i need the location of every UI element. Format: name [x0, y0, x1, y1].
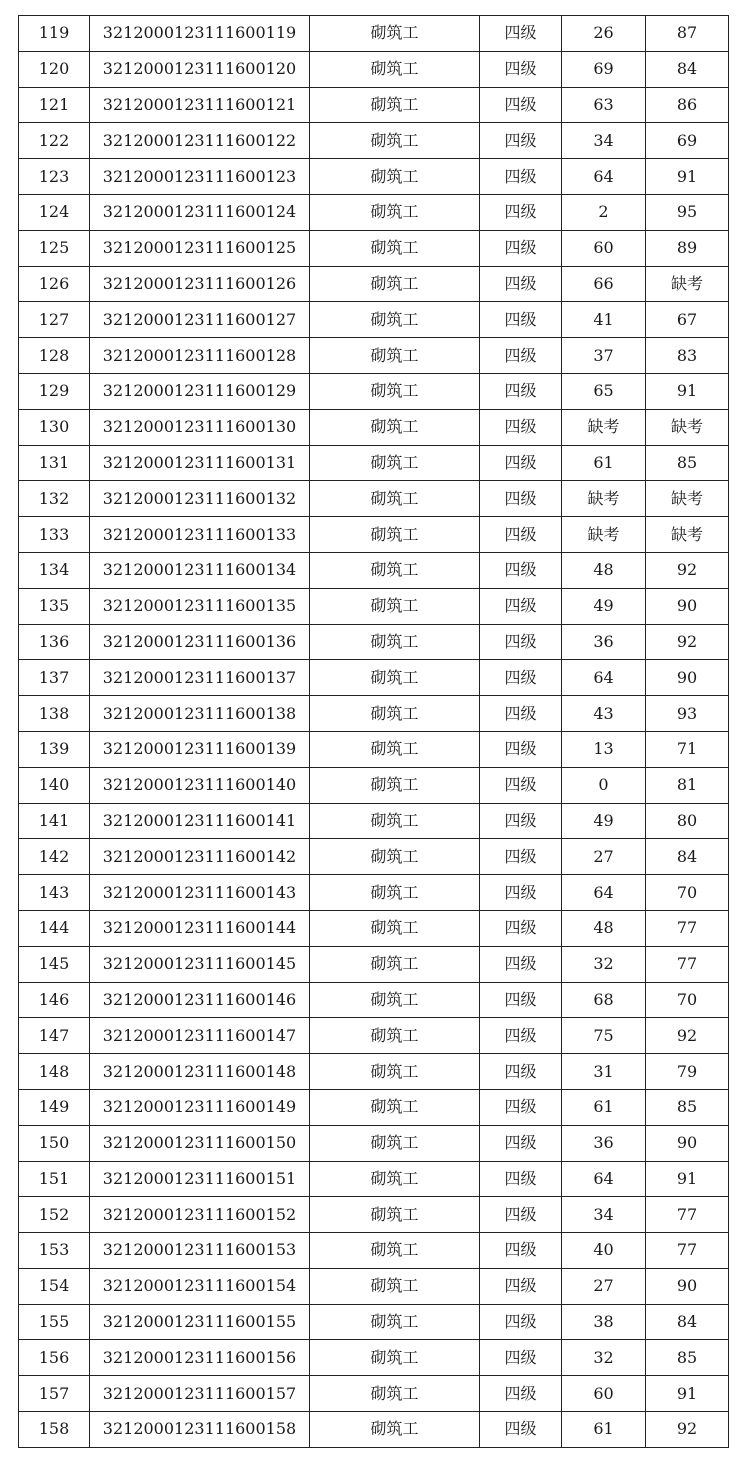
level-cell: 四级 — [480, 409, 562, 445]
candidate-id-cell: 3212000123111600143 — [90, 875, 310, 911]
level-cell: 四级 — [480, 731, 562, 767]
row-number-cell: 156 — [19, 1340, 90, 1376]
level-cell: 四级 — [480, 230, 562, 266]
theory-score-cell: 75 — [562, 1018, 646, 1054]
row-number-cell: 126 — [19, 266, 90, 302]
row-number-cell: 149 — [19, 1089, 90, 1125]
theory-score-cell: 64 — [562, 1161, 646, 1197]
candidate-id-cell: 3212000123111600140 — [90, 767, 310, 803]
candidate-id-cell: 3212000123111600153 — [90, 1233, 310, 1269]
trade-cell: 砌筑工 — [310, 87, 480, 123]
table-row — [19, 1054, 729, 1090]
level-cell: 四级 — [480, 123, 562, 159]
row-number-cell: 124 — [19, 194, 90, 230]
table-row — [19, 373, 729, 409]
level-cell: 四级 — [480, 946, 562, 982]
candidate-id-cell: 3212000123111600131 — [90, 445, 310, 481]
skill-score-cell: 70 — [646, 875, 729, 911]
candidate-id-cell: 3212000123111600119 — [90, 16, 310, 52]
trade-cell: 砌筑工 — [310, 373, 480, 409]
trade-cell: 砌筑工 — [310, 767, 480, 803]
table-row — [19, 123, 729, 159]
candidate-id-cell: 3212000123111600141 — [90, 803, 310, 839]
skill-score-cell: 92 — [646, 1412, 729, 1448]
skill-score-cell: 85 — [646, 445, 729, 481]
theory-score-cell: 61 — [562, 1412, 646, 1448]
level-cell: 四级 — [480, 696, 562, 732]
candidate-id-cell: 3212000123111600144 — [90, 910, 310, 946]
trade-cell: 砌筑工 — [310, 1054, 480, 1090]
candidate-id-cell: 3212000123111600135 — [90, 588, 310, 624]
table-row — [19, 1125, 729, 1161]
level-cell: 四级 — [480, 1304, 562, 1340]
trade-cell: 砌筑工 — [310, 982, 480, 1018]
trade-cell: 砌筑工 — [310, 946, 480, 982]
level-cell: 四级 — [480, 767, 562, 803]
row-number-cell: 154 — [19, 1268, 90, 1304]
level-cell: 四级 — [480, 16, 562, 52]
level-cell: 四级 — [480, 1125, 562, 1161]
skill-score-cell: 91 — [646, 159, 729, 195]
table-row — [19, 910, 729, 946]
theory-score-cell: 34 — [562, 1197, 646, 1233]
candidate-id-cell: 3212000123111600134 — [90, 552, 310, 588]
candidate-id-cell: 3212000123111600120 — [90, 51, 310, 87]
trade-cell: 砌筑工 — [310, 552, 480, 588]
table-row — [19, 875, 729, 911]
skill-score-cell: 85 — [646, 1340, 729, 1376]
candidate-id-cell: 3212000123111600154 — [90, 1268, 310, 1304]
theory-score-cell: 48 — [562, 552, 646, 588]
table-row — [19, 409, 729, 445]
theory-score-cell: 63 — [562, 87, 646, 123]
theory-score-cell: 40 — [562, 1233, 646, 1269]
candidate-id-cell: 3212000123111600150 — [90, 1125, 310, 1161]
theory-score-cell: 64 — [562, 159, 646, 195]
table-row — [19, 1018, 729, 1054]
theory-score-cell: 缺考 — [562, 481, 646, 517]
trade-cell: 砌筑工 — [310, 517, 480, 553]
row-number-cell: 132 — [19, 481, 90, 517]
candidate-id-cell: 3212000123111600145 — [90, 946, 310, 982]
theory-score-cell: 60 — [562, 230, 646, 266]
row-number-cell: 120 — [19, 51, 90, 87]
level-cell: 四级 — [480, 588, 562, 624]
trade-cell: 砌筑工 — [310, 16, 480, 52]
table-row — [19, 1376, 729, 1412]
trade-cell: 砌筑工 — [310, 302, 480, 338]
table-row — [19, 1340, 729, 1376]
theory-score-cell: 27 — [562, 1268, 646, 1304]
table-row — [19, 1233, 729, 1269]
theory-score-cell: 13 — [562, 731, 646, 767]
candidate-id-cell: 3212000123111600138 — [90, 696, 310, 732]
theory-score-cell: 26 — [562, 16, 646, 52]
skill-score-cell: 缺考 — [646, 517, 729, 553]
candidate-id-cell: 3212000123111600136 — [90, 624, 310, 660]
level-cell: 四级 — [480, 1161, 562, 1197]
theory-score-cell: 缺考 — [562, 409, 646, 445]
row-number-cell: 141 — [19, 803, 90, 839]
row-number-cell: 151 — [19, 1161, 90, 1197]
trade-cell: 砌筑工 — [310, 731, 480, 767]
row-number-cell: 134 — [19, 552, 90, 588]
candidate-id-cell: 3212000123111600157 — [90, 1376, 310, 1412]
table-row — [19, 194, 729, 230]
trade-cell: 砌筑工 — [310, 123, 480, 159]
candidate-id-cell: 3212000123111600137 — [90, 660, 310, 696]
table-row — [19, 338, 729, 374]
row-number-cell: 152 — [19, 1197, 90, 1233]
theory-score-cell: 缺考 — [562, 517, 646, 553]
theory-score-cell: 41 — [562, 302, 646, 338]
trade-cell: 砌筑工 — [310, 1089, 480, 1125]
theory-score-cell: 2 — [562, 194, 646, 230]
trade-cell: 砌筑工 — [310, 1233, 480, 1269]
row-number-cell: 157 — [19, 1376, 90, 1412]
level-cell: 四级 — [480, 445, 562, 481]
score-table-body — [19, 16, 729, 1448]
trade-cell: 砌筑工 — [310, 803, 480, 839]
candidate-id-cell: 3212000123111600129 — [90, 373, 310, 409]
theory-score-cell: 32 — [562, 1340, 646, 1376]
skill-score-cell: 缺考 — [646, 409, 729, 445]
theory-score-cell: 68 — [562, 982, 646, 1018]
table-row — [19, 839, 729, 875]
row-number-cell: 158 — [19, 1412, 90, 1448]
theory-score-cell: 43 — [562, 696, 646, 732]
skill-score-cell: 93 — [646, 696, 729, 732]
trade-cell: 砌筑工 — [310, 230, 480, 266]
candidate-id-cell: 3212000123111600151 — [90, 1161, 310, 1197]
trade-cell: 砌筑工 — [310, 1268, 480, 1304]
theory-score-cell: 49 — [562, 588, 646, 624]
candidate-id-cell: 3212000123111600121 — [90, 87, 310, 123]
table-row — [19, 1161, 729, 1197]
skill-score-cell: 95 — [646, 194, 729, 230]
theory-score-cell: 61 — [562, 445, 646, 481]
level-cell: 四级 — [480, 910, 562, 946]
trade-cell: 砌筑工 — [310, 1304, 480, 1340]
candidate-id-cell: 3212000123111600130 — [90, 409, 310, 445]
level-cell: 四级 — [480, 373, 562, 409]
theory-score-cell: 60 — [562, 1376, 646, 1412]
skill-score-cell: 90 — [646, 1125, 729, 1161]
trade-cell: 砌筑工 — [310, 159, 480, 195]
table-row — [19, 696, 729, 732]
row-number-cell: 136 — [19, 624, 90, 660]
level-cell: 四级 — [480, 159, 562, 195]
level-cell: 四级 — [480, 982, 562, 1018]
table-row — [19, 946, 729, 982]
skill-score-cell: 83 — [646, 338, 729, 374]
table-row — [19, 1412, 729, 1448]
level-cell: 四级 — [480, 302, 562, 338]
skill-score-cell: 87 — [646, 16, 729, 52]
table-row — [19, 230, 729, 266]
row-number-cell: 127 — [19, 302, 90, 338]
trade-cell: 砌筑工 — [310, 1161, 480, 1197]
level-cell: 四级 — [480, 875, 562, 911]
candidate-id-cell: 3212000123111600126 — [90, 266, 310, 302]
skill-score-cell: 69 — [646, 123, 729, 159]
level-cell: 四级 — [480, 1376, 562, 1412]
skill-score-cell: 84 — [646, 1304, 729, 1340]
row-number-cell: 119 — [19, 16, 90, 52]
skill-score-cell: 92 — [646, 1018, 729, 1054]
trade-cell: 砌筑工 — [310, 1376, 480, 1412]
row-number-cell: 147 — [19, 1018, 90, 1054]
skill-score-cell: 92 — [646, 624, 729, 660]
candidate-id-cell: 3212000123111600123 — [90, 159, 310, 195]
table-row — [19, 1268, 729, 1304]
theory-score-cell: 69 — [562, 51, 646, 87]
trade-cell: 砌筑工 — [310, 910, 480, 946]
candidate-id-cell: 3212000123111600146 — [90, 982, 310, 1018]
skill-score-cell: 91 — [646, 373, 729, 409]
table-row — [19, 588, 729, 624]
row-number-cell: 155 — [19, 1304, 90, 1340]
level-cell: 四级 — [480, 1233, 562, 1269]
skill-score-cell: 90 — [646, 1268, 729, 1304]
row-number-cell: 133 — [19, 517, 90, 553]
candidate-id-cell: 3212000123111600127 — [90, 302, 310, 338]
skill-score-cell: 77 — [646, 1233, 729, 1269]
trade-cell: 砌筑工 — [310, 839, 480, 875]
trade-cell: 砌筑工 — [310, 338, 480, 374]
table-row — [19, 767, 729, 803]
candidate-id-cell: 3212000123111600125 — [90, 230, 310, 266]
theory-score-cell: 32 — [562, 946, 646, 982]
table-row — [19, 803, 729, 839]
trade-cell: 砌筑工 — [310, 409, 480, 445]
skill-score-cell: 91 — [646, 1161, 729, 1197]
candidate-id-cell: 3212000123111600158 — [90, 1412, 310, 1448]
theory-score-cell: 27 — [562, 839, 646, 875]
table-row — [19, 16, 729, 52]
skill-score-cell: 90 — [646, 660, 729, 696]
candidate-id-cell: 3212000123111600148 — [90, 1054, 310, 1090]
skill-score-cell: 81 — [646, 767, 729, 803]
theory-score-cell: 31 — [562, 1054, 646, 1090]
trade-cell: 砌筑工 — [310, 660, 480, 696]
table-row — [19, 731, 729, 767]
row-number-cell: 138 — [19, 696, 90, 732]
level-cell: 四级 — [480, 194, 562, 230]
table-row — [19, 624, 729, 660]
row-number-cell: 139 — [19, 731, 90, 767]
level-cell: 四级 — [480, 1197, 562, 1233]
theory-score-cell: 49 — [562, 803, 646, 839]
theory-score-cell: 34 — [562, 123, 646, 159]
theory-score-cell: 64 — [562, 660, 646, 696]
table-row — [19, 1304, 729, 1340]
trade-cell: 砌筑工 — [310, 1197, 480, 1233]
level-cell: 四级 — [480, 481, 562, 517]
row-number-cell: 130 — [19, 409, 90, 445]
row-number-cell: 131 — [19, 445, 90, 481]
trade-cell: 砌筑工 — [310, 51, 480, 87]
theory-score-cell: 48 — [562, 910, 646, 946]
candidate-id-cell: 3212000123111600139 — [90, 731, 310, 767]
candidate-id-cell: 3212000123111600124 — [90, 194, 310, 230]
table-row — [19, 87, 729, 123]
trade-cell: 砌筑工 — [310, 696, 480, 732]
trade-cell: 砌筑工 — [310, 266, 480, 302]
level-cell: 四级 — [480, 1089, 562, 1125]
row-number-cell: 137 — [19, 660, 90, 696]
row-number-cell: 153 — [19, 1233, 90, 1269]
candidate-id-cell: 3212000123111600155 — [90, 1304, 310, 1340]
skill-score-cell: 77 — [646, 910, 729, 946]
table-row — [19, 517, 729, 553]
theory-score-cell: 61 — [562, 1089, 646, 1125]
row-number-cell: 122 — [19, 123, 90, 159]
skill-score-cell: 缺考 — [646, 266, 729, 302]
skill-score-cell: 84 — [646, 51, 729, 87]
level-cell: 四级 — [480, 517, 562, 553]
level-cell: 四级 — [480, 87, 562, 123]
skill-score-cell: 85 — [646, 1089, 729, 1125]
skill-score-cell: 缺考 — [646, 481, 729, 517]
level-cell: 四级 — [480, 660, 562, 696]
level-cell: 四级 — [480, 839, 562, 875]
skill-score-cell: 92 — [646, 552, 729, 588]
candidate-id-cell: 3212000123111600128 — [90, 338, 310, 374]
score-table — [18, 15, 729, 1448]
row-number-cell: 125 — [19, 230, 90, 266]
theory-score-cell: 0 — [562, 767, 646, 803]
candidate-id-cell: 3212000123111600122 — [90, 123, 310, 159]
table-row — [19, 445, 729, 481]
skill-score-cell: 77 — [646, 1197, 729, 1233]
theory-score-cell: 66 — [562, 266, 646, 302]
candidate-id-cell: 3212000123111600149 — [90, 1089, 310, 1125]
skill-score-cell: 77 — [646, 946, 729, 982]
trade-cell: 砌筑工 — [310, 588, 480, 624]
table-row — [19, 982, 729, 1018]
candidate-id-cell: 3212000123111600152 — [90, 1197, 310, 1233]
table-row — [19, 481, 729, 517]
skill-score-cell: 90 — [646, 588, 729, 624]
trade-cell: 砌筑工 — [310, 624, 480, 660]
table-row — [19, 660, 729, 696]
trade-cell: 砌筑工 — [310, 1125, 480, 1161]
level-cell: 四级 — [480, 803, 562, 839]
theory-score-cell: 64 — [562, 875, 646, 911]
row-number-cell: 123 — [19, 159, 90, 195]
row-number-cell: 150 — [19, 1125, 90, 1161]
trade-cell: 砌筑工 — [310, 875, 480, 911]
level-cell: 四级 — [480, 1054, 562, 1090]
trade-cell: 砌筑工 — [310, 445, 480, 481]
level-cell: 四级 — [480, 1268, 562, 1304]
row-number-cell: 140 — [19, 767, 90, 803]
table-row — [19, 266, 729, 302]
candidate-id-cell: 3212000123111600142 — [90, 839, 310, 875]
table-row — [19, 552, 729, 588]
level-cell: 四级 — [480, 1412, 562, 1448]
table-row — [19, 159, 729, 195]
table-row — [19, 51, 729, 87]
theory-score-cell: 36 — [562, 1125, 646, 1161]
row-number-cell: 121 — [19, 87, 90, 123]
theory-score-cell: 38 — [562, 1304, 646, 1340]
level-cell: 四级 — [480, 338, 562, 374]
level-cell: 四级 — [480, 624, 562, 660]
row-number-cell: 128 — [19, 338, 90, 374]
level-cell: 四级 — [480, 266, 562, 302]
skill-score-cell: 91 — [646, 1376, 729, 1412]
candidate-id-cell: 3212000123111600132 — [90, 481, 310, 517]
trade-cell: 砌筑工 — [310, 1412, 480, 1448]
table-row — [19, 1089, 729, 1125]
skill-score-cell: 86 — [646, 87, 729, 123]
row-number-cell: 129 — [19, 373, 90, 409]
level-cell: 四级 — [480, 1018, 562, 1054]
skill-score-cell: 84 — [646, 839, 729, 875]
table-row — [19, 1197, 729, 1233]
row-number-cell: 142 — [19, 839, 90, 875]
table-row — [19, 302, 729, 338]
trade-cell: 砌筑工 — [310, 194, 480, 230]
theory-score-cell: 65 — [562, 373, 646, 409]
level-cell: 四级 — [480, 552, 562, 588]
skill-score-cell: 79 — [646, 1054, 729, 1090]
row-number-cell: 143 — [19, 875, 90, 911]
skill-score-cell: 70 — [646, 982, 729, 1018]
trade-cell: 砌筑工 — [310, 1018, 480, 1054]
skill-score-cell: 80 — [646, 803, 729, 839]
row-number-cell: 145 — [19, 946, 90, 982]
row-number-cell: 144 — [19, 910, 90, 946]
candidate-id-cell: 3212000123111600156 — [90, 1340, 310, 1376]
level-cell: 四级 — [480, 51, 562, 87]
theory-score-cell: 36 — [562, 624, 646, 660]
row-number-cell: 148 — [19, 1054, 90, 1090]
theory-score-cell: 37 — [562, 338, 646, 374]
skill-score-cell: 89 — [646, 230, 729, 266]
row-number-cell: 146 — [19, 982, 90, 1018]
skill-score-cell: 67 — [646, 302, 729, 338]
candidate-id-cell: 3212000123111600147 — [90, 1018, 310, 1054]
candidate-id-cell: 3212000123111600133 — [90, 517, 310, 553]
trade-cell: 砌筑工 — [310, 1340, 480, 1376]
level-cell: 四级 — [480, 1340, 562, 1376]
row-number-cell: 135 — [19, 588, 90, 624]
skill-score-cell: 71 — [646, 731, 729, 767]
trade-cell: 砌筑工 — [310, 481, 480, 517]
